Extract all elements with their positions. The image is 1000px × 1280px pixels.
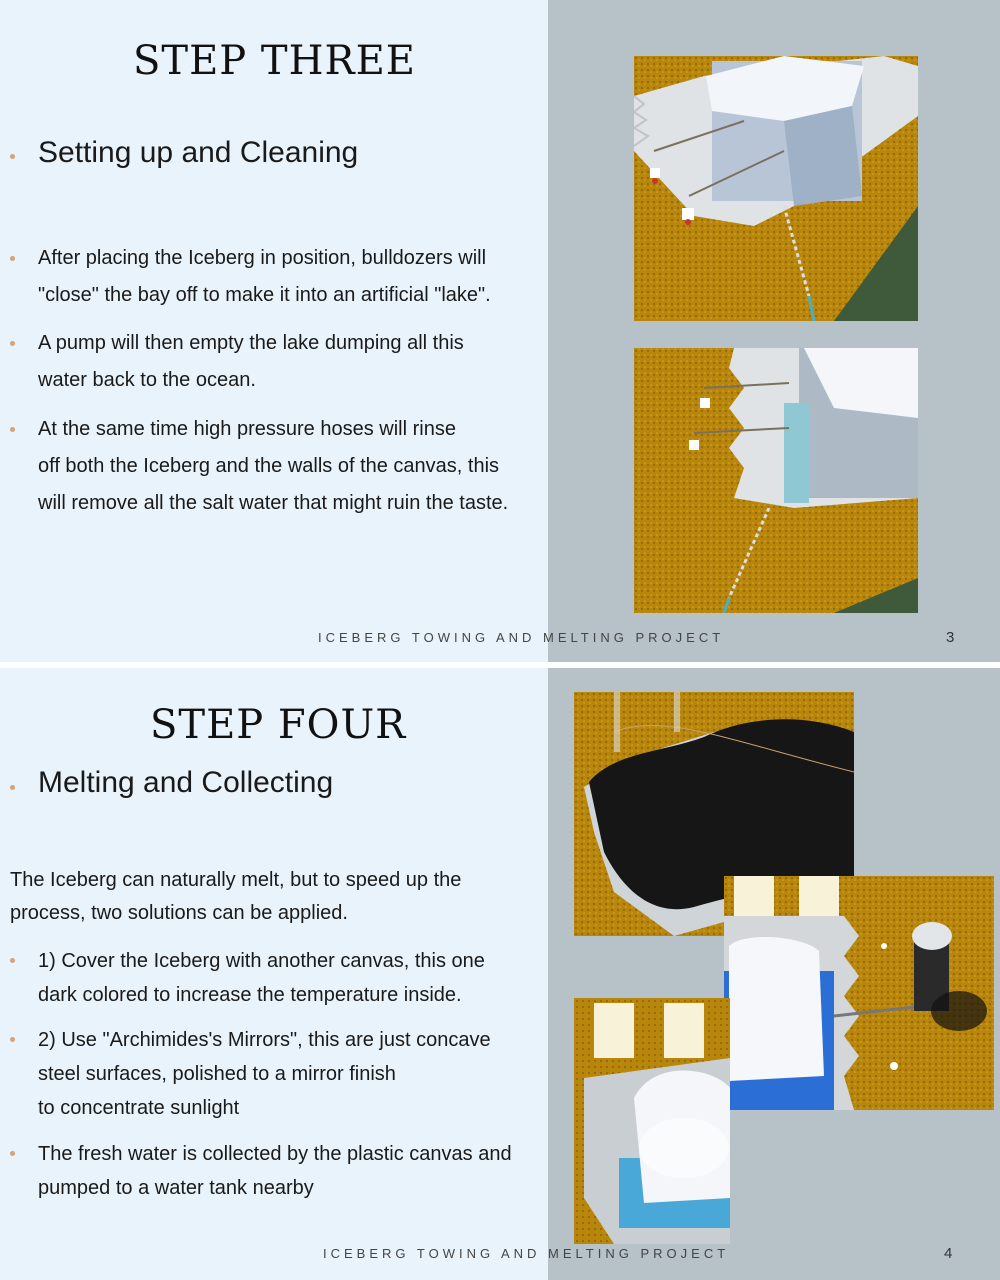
bullet-icon bbox=[10, 427, 15, 432]
bullet-line: 2) Use "Archimides's Mirrors", this are just concave bbox=[38, 1029, 491, 1051]
bullet-line: water back to the ocean. bbox=[38, 369, 256, 391]
bullet-icon bbox=[10, 785, 15, 790]
bullet-line: After placing the Iceberg in position, bulldozers will bbox=[38, 247, 487, 269]
slide-subtitle: Melting and Collecting bbox=[38, 766, 334, 799]
bullet-line: pumped to a water tank nearby bbox=[38, 1177, 314, 1199]
render-water-tank-image bbox=[724, 876, 994, 1110]
bullet-line: "close" the bay off to make it into an artificial "lake". bbox=[38, 284, 491, 306]
slide-title: STEP FOUR bbox=[150, 702, 407, 748]
bullet-line: steel surfaces, polished to a mirror finish bbox=[38, 1063, 396, 1085]
page-number: 3 bbox=[946, 629, 955, 646]
intro-paragraph bbox=[10, 864, 461, 930]
bullet-line: will remove all the salt water that might ruin the taste. bbox=[38, 492, 509, 514]
bullet-line: The fresh water is collected by the plastic canvas and bbox=[38, 1143, 512, 1165]
page-number: 4 bbox=[944, 1245, 953, 1262]
bullet-line: A pump will then empty the lake dumping all this bbox=[38, 332, 464, 354]
footer-project-title: ICEBERG TOWING AND MELTING PROJECT bbox=[323, 1246, 730, 1261]
footer-project-title: ICEBERG TOWING AND MELTING PROJECT bbox=[318, 630, 725, 645]
render-rinse-hoses-image bbox=[634, 348, 918, 613]
bullet-icon bbox=[10, 1151, 15, 1156]
bullet-line: to concentrate sunlight bbox=[38, 1097, 240, 1119]
bullet-icon bbox=[10, 958, 15, 963]
slide-title: STEP THREE bbox=[133, 38, 416, 84]
bullet-item bbox=[38, 411, 508, 522]
bullet-item bbox=[38, 1137, 512, 1205]
render-mirrors-image bbox=[574, 998, 730, 1244]
render-iceberg-bay-image bbox=[634, 56, 918, 321]
bullet-item bbox=[38, 240, 491, 314]
intro-line: process, two solutions can be applied. bbox=[10, 902, 348, 924]
bullet-line: 1) Cover the Iceberg with another canvas, this one bbox=[38, 950, 485, 972]
bullet-icon bbox=[10, 154, 15, 159]
bullet-icon bbox=[10, 341, 15, 346]
bullet-line: dark colored to increase the temperature inside. bbox=[38, 984, 462, 1006]
bullet-item bbox=[38, 1023, 491, 1125]
bullet-icon bbox=[10, 256, 15, 261]
bullet-item bbox=[38, 944, 485, 1012]
bullet-line: off both the Iceberg and the walls of the canvas, this bbox=[38, 455, 500, 477]
intro-line: The Iceberg can naturally melt, but to speed up the bbox=[10, 869, 462, 891]
bullet-line: At the same time high pressure hoses will rinse bbox=[38, 418, 456, 440]
bullet-icon bbox=[10, 1037, 15, 1042]
slide-step-four bbox=[0, 668, 1000, 1280]
bullet-item bbox=[38, 325, 464, 399]
slide-subtitle: Setting up and Cleaning bbox=[38, 136, 359, 169]
